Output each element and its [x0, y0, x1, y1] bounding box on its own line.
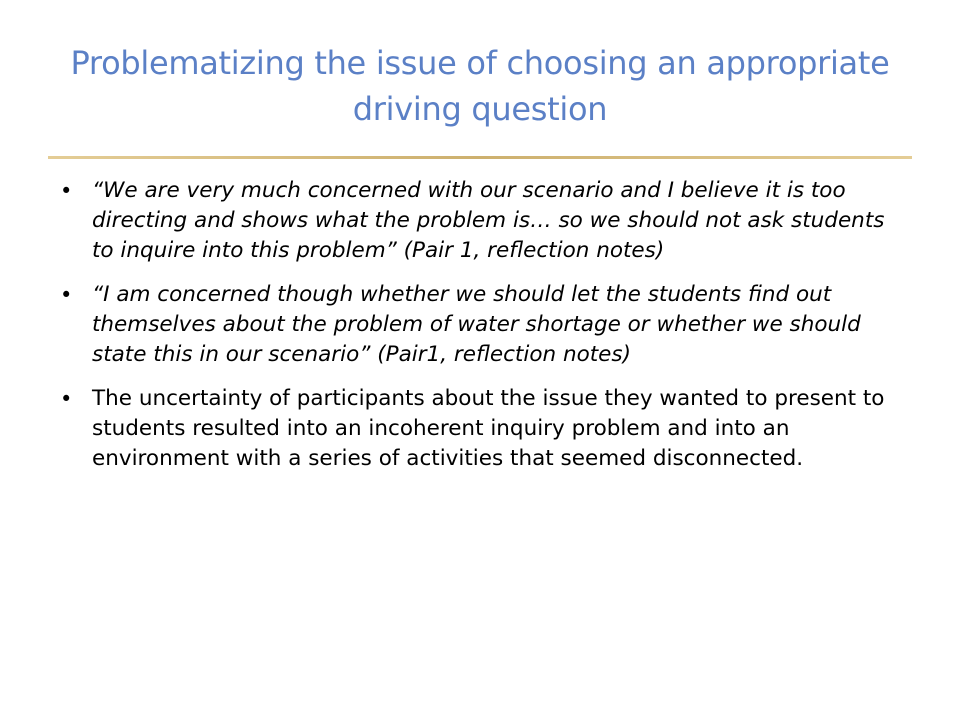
- bullet-text: The uncertainty of participants about the issue they wanted to present to students resulted into an incoherent inquiry problem and into an environment with a series of activities that seemed disconnected.: [92, 386, 885, 471]
- bullet-item: [0, 280, 912, 370]
- slide-title: Problematizing the issue of choosing an appropriate driving question: [70, 44, 890, 128]
- bullet-list: [0, 176, 960, 488]
- bullet-item: [0, 176, 912, 266]
- bullet-dot: •: [60, 283, 73, 307]
- bullet-item: [0, 384, 912, 474]
- bullet-dot: •: [60, 387, 73, 411]
- bullet-text: “I am concerned though whether we should let the students find out themselves about the problem of water shortage or whether we should state this in our scenario” (Pair1, reflection notes): [92, 282, 861, 367]
- title-divider: [48, 156, 912, 159]
- bullet-dot: •: [60, 179, 73, 203]
- bullet-text: “We are very much concerned with our scenario and I believe it is too directing and shows what the problem is… so we should not ask students to inquire into this problem” (Pair 1, reflection notes): [92, 178, 885, 263]
